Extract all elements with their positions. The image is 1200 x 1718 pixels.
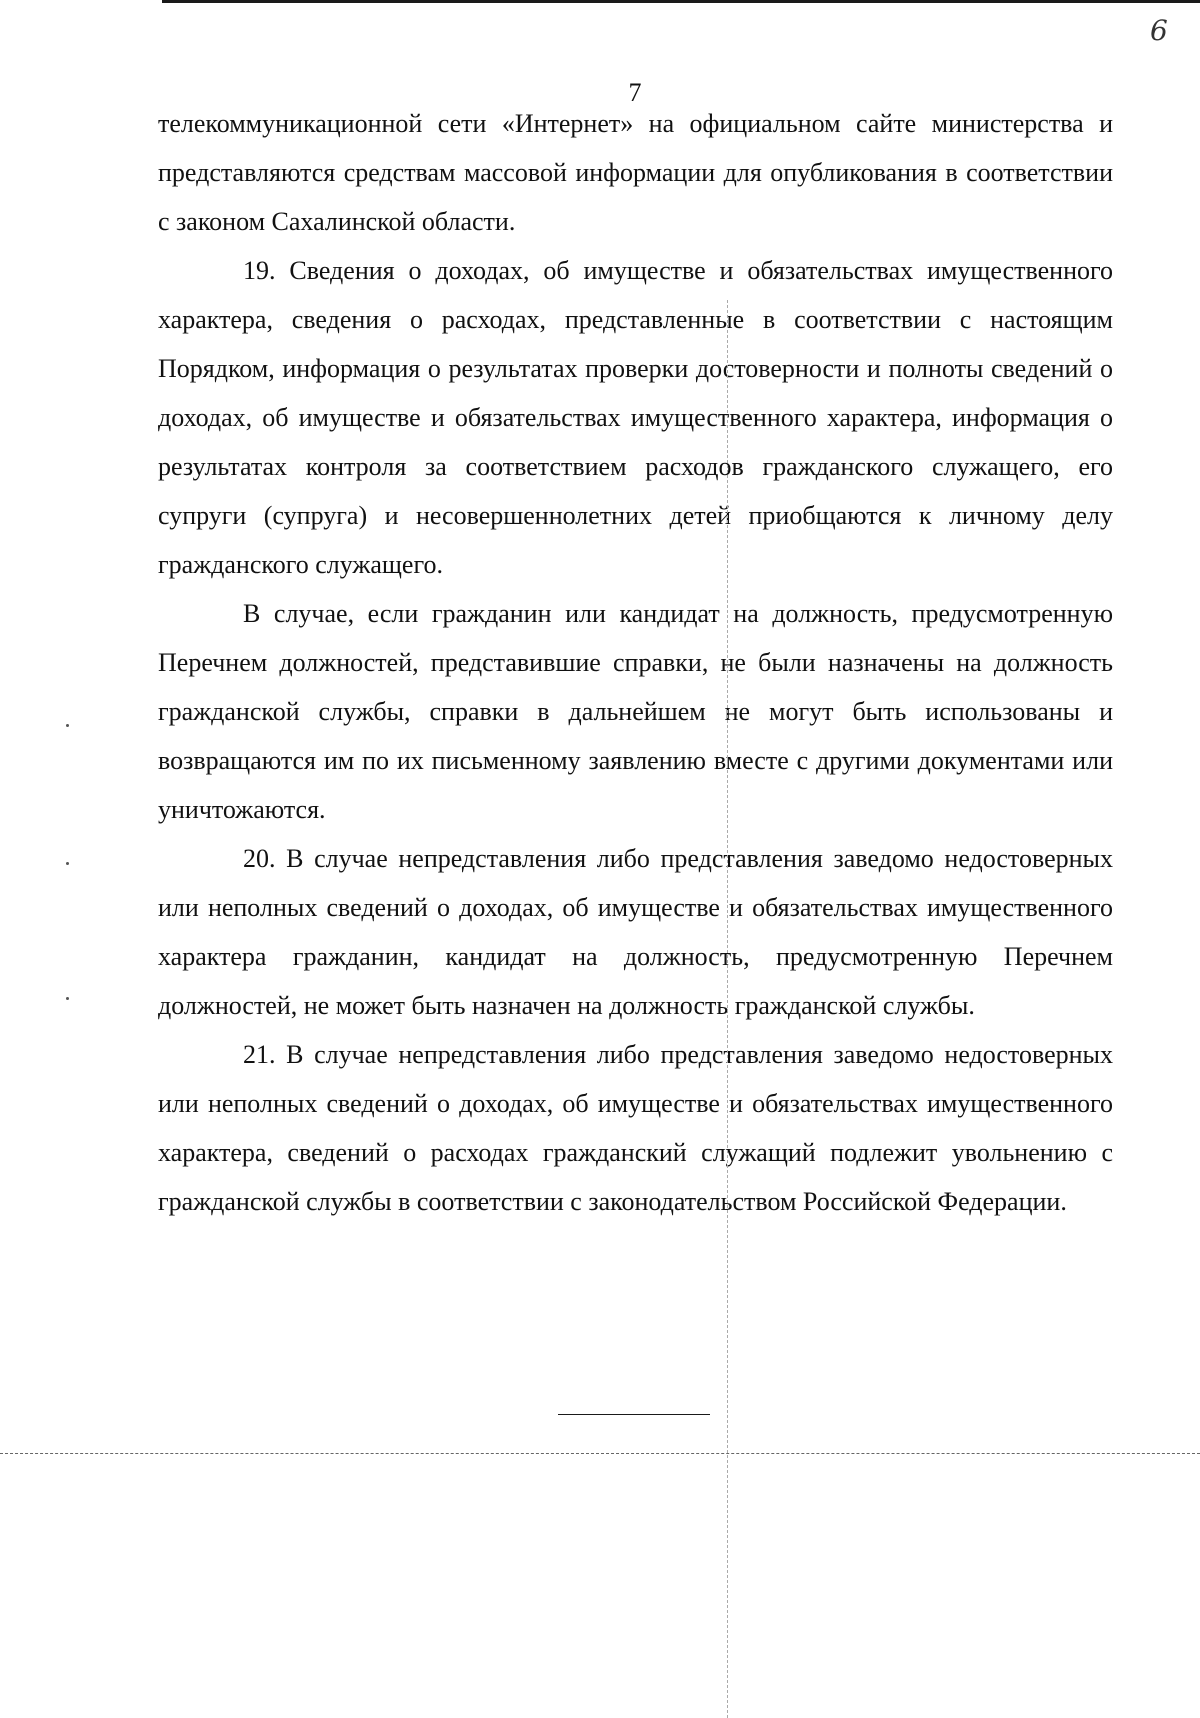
scan-speck [66, 997, 69, 1000]
paragraph-continuation: телекоммуникационной сети «Интернет» на официальном сайте министерства и представляются средствам массовой информации для опубликования в соответствии с законом Сахалинской области. [158, 109, 1113, 236]
handwritten-page-mark: 6 [1150, 14, 1168, 47]
paragraph-19-case: В случае, если гражданин или кандидат на должность, предусмотренную Перечнем должностей, представившие справки, не были назначены на должность гражданской службы, справки в дальнейшем не могут быть использованы и возвращаются им по их письменному заявлению вместе с другими документами или уничтожаются. [158, 599, 1113, 824]
paragraph-20: 20. В случае непредставления либо представления заведомо недостоверных или неполных сведений о доходах, об имуществе и обязательствах имущественного характера гражданин, кандидат на должность, предусмотренную Перечнем должностей, не может быть назначен на должность гражданской службы. [158, 844, 1113, 1020]
scan-speck [66, 862, 69, 865]
paragraph-19: 19. Сведения о доходах, об имуществе и обязательствах имущественного характера, сведения о расходах, представленные в соответствии с настоящим Порядком, информация о результатах проверки достоверности и полноты сведений о доходах, об имуществе и обязательствах имущественного характера, информация о результатах контроля за соответствием расходов гражданского служащего, его супруги (супруга) и несовершеннолетних детей приобщаются к личному делу гражданского служащего. [158, 256, 1113, 579]
scan-fold-line [727, 300, 728, 1718]
scan-artifact-line [0, 1453, 1200, 1454]
closing-underline [558, 1414, 710, 1415]
scan-speck [66, 724, 69, 727]
page-number: 7 [628, 78, 642, 107]
document-body [158, 99, 1113, 1226]
top-border-line [162, 0, 1200, 3]
paragraph-21: 21. В случае непредставления либо представления заведомо недостоверных или неполных сведений о доходах, об имуществе и обязательствах имущественного характера, сведений о расходах гражданский служащий подлежит увольнению с гражданской службы в соответствии с законодательством Российской Федерации. [158, 1040, 1113, 1216]
